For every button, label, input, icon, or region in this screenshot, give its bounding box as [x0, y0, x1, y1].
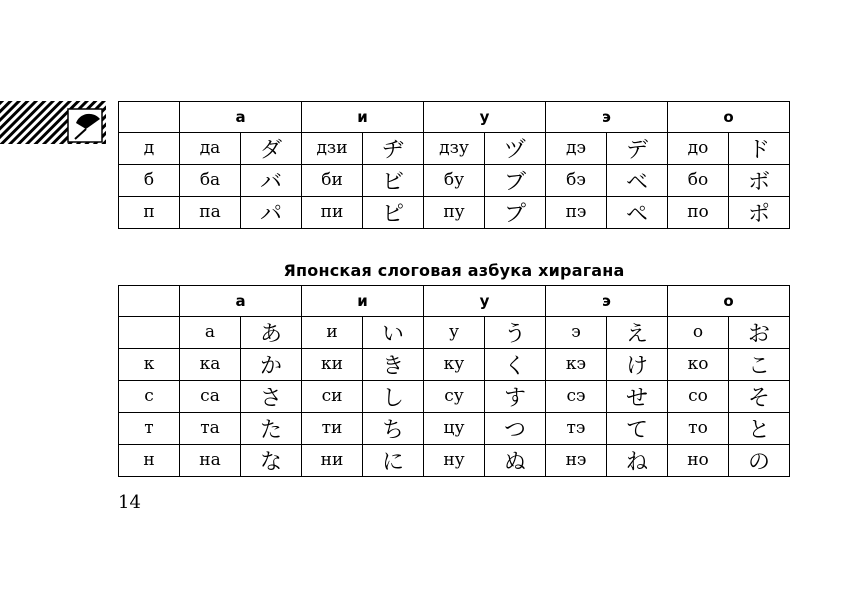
vowel-header: о [668, 286, 790, 317]
kana-glyph: ダ [241, 132, 302, 164]
header-row [119, 102, 790, 133]
table-row [119, 196, 790, 228]
syllable-reading: пэ [546, 196, 607, 228]
kana-glyph: ブ [485, 164, 546, 196]
kana-glyph: つ [485, 412, 546, 444]
vowel-header: э [546, 286, 668, 317]
table-row [119, 316, 790, 348]
kana-glyph: け [607, 348, 668, 380]
syllable-reading: кэ [546, 348, 607, 380]
syllable-reading: дзу [424, 132, 485, 164]
kana-glyph: ね [607, 444, 668, 476]
consonant-cell: п [119, 196, 180, 228]
page-number: 14 [118, 492, 141, 513]
kana-glyph: ビ [363, 164, 424, 196]
kana-glyph: こ [729, 348, 790, 380]
kana-glyph: と [729, 412, 790, 444]
syllable-reading: но [668, 444, 729, 476]
table-row [119, 444, 790, 476]
vowel-header: э [546, 102, 668, 133]
vowel-header: у [424, 102, 546, 133]
kana-glyph: ド [729, 132, 790, 164]
vowel-header: у [424, 286, 546, 317]
syllable-reading: су [424, 380, 485, 412]
syllable-reading: ни [302, 444, 363, 476]
vowel-header: и [302, 286, 424, 317]
kana-glyph: ベ [607, 164, 668, 196]
table-row [119, 412, 790, 444]
kana-glyph: せ [607, 380, 668, 412]
syllable-reading: ки [302, 348, 363, 380]
kana-glyph: さ [241, 380, 302, 412]
kana-glyph: ピ [363, 196, 424, 228]
syllable-reading: нэ [546, 444, 607, 476]
syllable-reading: ку [424, 348, 485, 380]
kana-glyph: か [241, 348, 302, 380]
syllable-reading: са [180, 380, 241, 412]
syllable-reading: ко [668, 348, 729, 380]
table-row [119, 380, 790, 412]
vowel-header: о [668, 102, 790, 133]
syllable-reading: си [302, 380, 363, 412]
consonant-cell: с [119, 380, 180, 412]
syllable-reading: у [424, 316, 485, 348]
consonant-cell: н [119, 444, 180, 476]
syllable-reading: па [180, 196, 241, 228]
hiragana-title: Японская слоговая азбука хирагана [283, 261, 625, 280]
kana-glyph: バ [241, 164, 302, 196]
kana-glyph: パ [241, 196, 302, 228]
syllable-reading: та [180, 412, 241, 444]
consonant-cell: б [119, 164, 180, 196]
kana-glyph: あ [241, 316, 302, 348]
syllable-reading: сэ [546, 380, 607, 412]
kana-glyph: す [485, 380, 546, 412]
syllable-reading: со [668, 380, 729, 412]
table-row [119, 164, 790, 196]
header-row [119, 286, 790, 317]
syllable-reading: тэ [546, 412, 607, 444]
syllable-reading: бу [424, 164, 485, 196]
kana-glyph: ヅ [485, 132, 546, 164]
kana-glyph: し [363, 380, 424, 412]
syllable-reading: цу [424, 412, 485, 444]
vowel-header [119, 102, 180, 133]
syllable-reading: пи [302, 196, 363, 228]
hiragana-table [118, 285, 790, 477]
kana-glyph: て [607, 412, 668, 444]
kana-glyph: お [729, 316, 790, 348]
syllable-reading: на [180, 444, 241, 476]
kana-glyph: う [485, 316, 546, 348]
syllable-reading: пу [424, 196, 485, 228]
kana-glyph: ペ [607, 196, 668, 228]
kana-glyph: い [363, 316, 424, 348]
kana-glyph: ボ [729, 164, 790, 196]
syllable-reading: бэ [546, 164, 607, 196]
katakana-voiced-table [118, 101, 790, 229]
kana-glyph: ち [363, 412, 424, 444]
syllable-reading: да [180, 132, 241, 164]
kana-glyph: く [485, 348, 546, 380]
syllable-reading: бо [668, 164, 729, 196]
kana-glyph: の [729, 444, 790, 476]
kana-glyph: そ [729, 380, 790, 412]
kana-glyph: な [241, 444, 302, 476]
syllable-reading: а [180, 316, 241, 348]
kana-glyph: ぬ [485, 444, 546, 476]
syllable-reading: то [668, 412, 729, 444]
vowel-header: а [180, 286, 302, 317]
kana-glyph: プ [485, 196, 546, 228]
syllable-reading: по [668, 196, 729, 228]
vowel-header: и [302, 102, 424, 133]
kana-glyph: え [607, 316, 668, 348]
table-row [119, 348, 790, 380]
syllable-reading: ти [302, 412, 363, 444]
vowel-header: а [180, 102, 302, 133]
kana-glyph: ヂ [363, 132, 424, 164]
consonant-cell [119, 316, 180, 348]
vowel-header [119, 286, 180, 317]
kana-glyph: た [241, 412, 302, 444]
consonant-cell: т [119, 412, 180, 444]
consonant-cell: д [119, 132, 180, 164]
syllable-reading: дзи [302, 132, 363, 164]
kana-glyph: デ [607, 132, 668, 164]
kana-glyph: ポ [729, 196, 790, 228]
syllable-reading: э [546, 316, 607, 348]
hatched-umbrella-icon [0, 101, 106, 144]
consonant-cell: к [119, 348, 180, 380]
syllable-reading: и [302, 316, 363, 348]
table-row [119, 132, 790, 164]
syllable-reading: ну [424, 444, 485, 476]
syllable-reading: о [668, 316, 729, 348]
kana-glyph: に [363, 444, 424, 476]
syllable-reading: дэ [546, 132, 607, 164]
syllable-reading: би [302, 164, 363, 196]
syllable-reading: ка [180, 348, 241, 380]
syllable-reading: ба [180, 164, 241, 196]
syllable-reading: до [668, 132, 729, 164]
kana-glyph: き [363, 348, 424, 380]
